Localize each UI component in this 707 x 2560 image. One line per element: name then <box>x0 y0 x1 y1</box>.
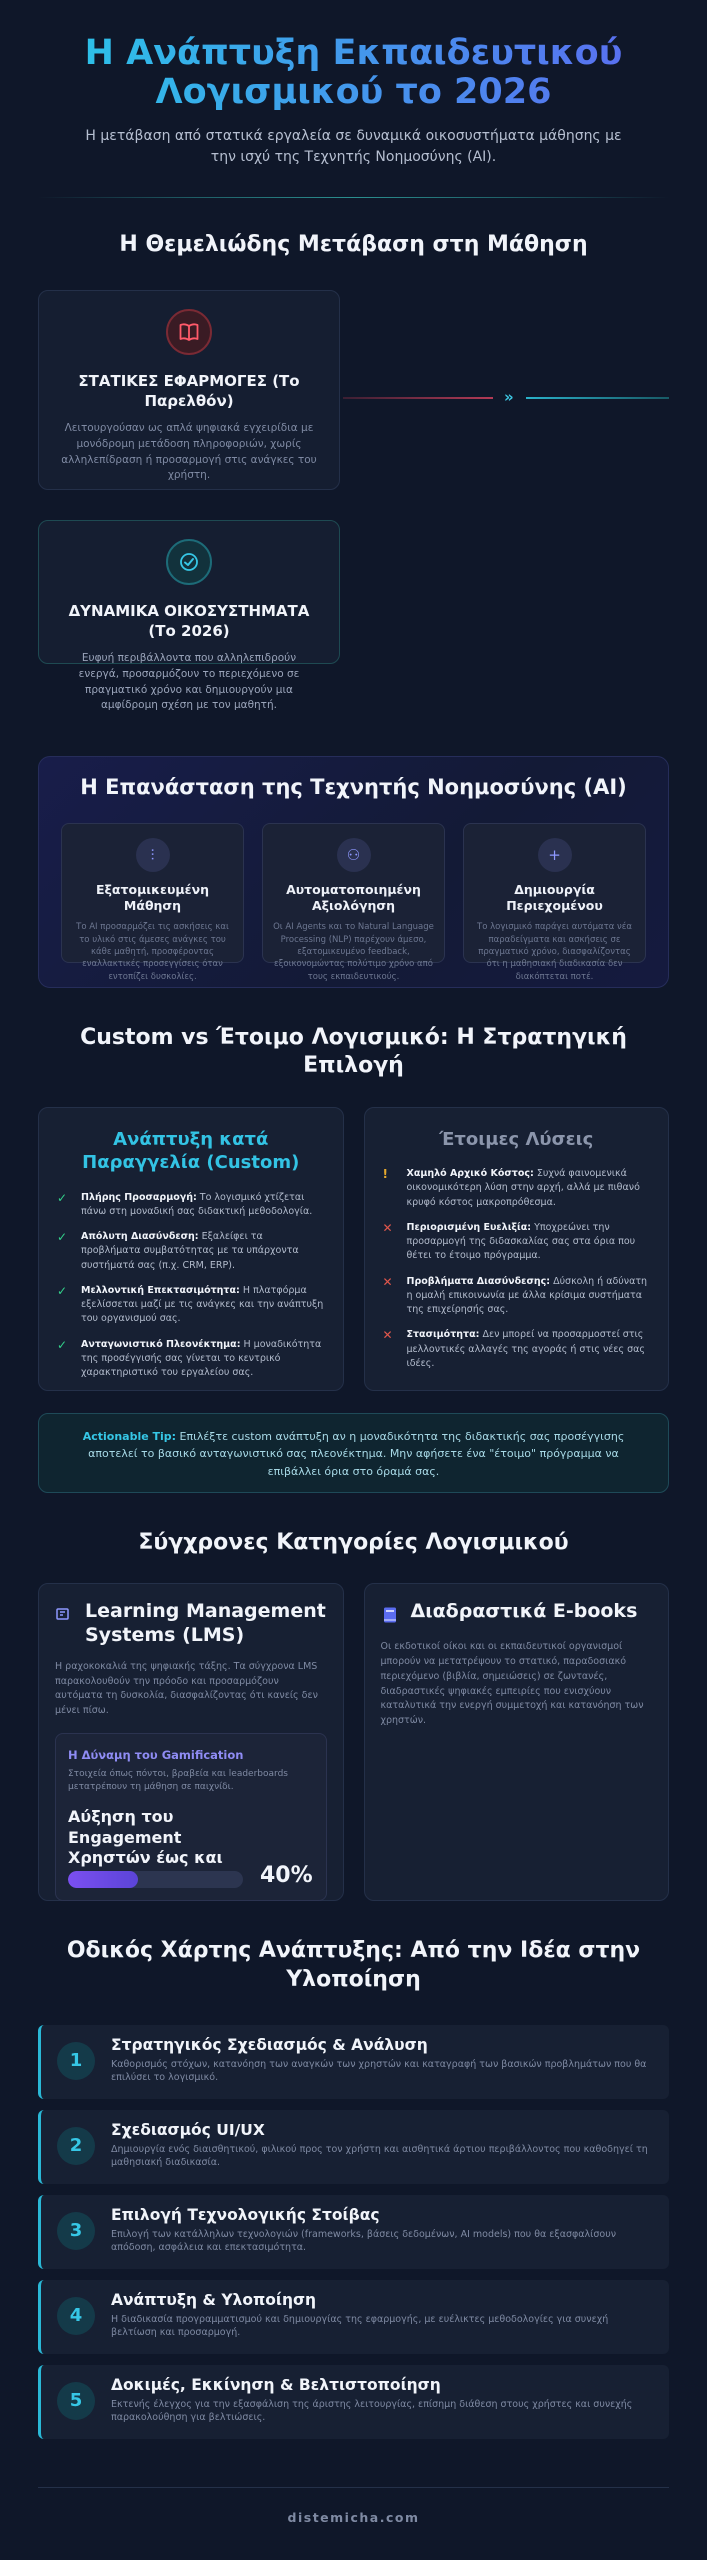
ai-card-title: Εξατομικευμένη Μάθηση <box>96 881 209 914</box>
comparison-item-desc: Συχνά φαινομενικά οικονομικότερη λύση στην αρχή, αλλά με πιθανό κρυφό κόστος μακροπρόθεσμα. <box>406 1168 640 1208</box>
check-icon: ✓ <box>57 1190 68 1205</box>
check-icon: ✓ <box>57 1337 68 1352</box>
dynamic-card-text: Ευφυή περιβάλλοντα που αλληλεπιδρούν ενεργά, προσαρμόζουν το περιεχόμενο σε πραγματικό χρόνο και δημιουργούν μια αμφίδρομη σχέση με τον μαθητή. <box>78 652 300 712</box>
tip-label: Actionable Tip: <box>82 1429 177 1443</box>
cross-icon: ✕ <box>382 1328 393 1343</box>
comparison-item-label: Περιορισμένη Ευελιξία: <box>406 1221 532 1233</box>
ai-card-content <box>463 823 646 982</box>
cross-icon: ✕ <box>382 1220 393 1235</box>
static-card-title: ΣΤΑΤΙΚΕΣ ΕΦΑΡΜΟΓΕΣ (Το Παρελθόν) <box>78 371 300 410</box>
comparison-item-desc: Η πλατφόρμα εξελίσσεται μαζί με τις ανάγκες και την ανάπτυξη του οργανισμού σας. <box>81 1284 324 1325</box>
custom-card-title: Ανάπτυξη κατά Παραγγελία (Custom) <box>82 1128 300 1174</box>
roadmap-section <box>38 1937 669 2438</box>
step-number: 3 <box>57 2212 95 2250</box>
book-icon <box>166 309 212 355</box>
comparison-item-text <box>407 1328 651 1371</box>
roadmap-title: Οδικός Χάρτης Ανάπτυξης: Από την Ιδέα στην Υλοποίηση <box>66 1938 641 1992</box>
ebooks-title: Διαδραστικά E-books <box>410 1600 638 1623</box>
actionable-tip <box>38 1413 669 1493</box>
hero <box>38 0 669 198</box>
step-number: 1 <box>57 2042 95 2080</box>
comparison-item-text <box>407 1275 651 1318</box>
dynamic-card-title: ΔΥΝΑΜΙΚΑ ΟΙΚΟΣΥΣΤΗΜΑΤΑ (Το 2026) <box>68 601 310 640</box>
warning-icon: ! <box>382 1167 388 1182</box>
ai-card-text: Το λογισμικό παράγει αυτόματα νέα παραδείγματα και ασκήσεις σε πραγματικό χρόνο, διασφαλίζοντας ότι η μαθησιακή διαδικασία δεν διακόπτεται ποτέ. <box>477 922 632 982</box>
comparison-item-desc: Εξαλείφει τα προβλήματα συμβατότητας με τα υπάρχοντα συστήματά σας (π.χ. CRM, ERP). <box>81 1231 299 1271</box>
layers-icon <box>55 1606 75 1626</box>
step-number: 2 <box>57 2127 95 2165</box>
step-title: Στρατηγικός Σχεδιασμός & Ανάλυση <box>111 2035 428 2054</box>
double-chevron-icon: » <box>504 387 514 406</box>
footer-divider <box>38 2487 669 2488</box>
hero-divider <box>38 197 669 198</box>
lms-title: Learning Management Systems (LMS) <box>85 1600 326 1647</box>
ebooks-card <box>364 1583 670 1901</box>
page-subtitle: Η μετάβαση από στατικά εργαλεία σε δυναμικά οικοσυστήματα μάθησης με την ισχύ της Τεχνητής Νοημοσύνης (AI). <box>85 128 622 165</box>
comparison-item-text <box>407 1167 651 1210</box>
transition-section <box>38 231 669 710</box>
gamification-text: Στοιχεία όπως πόντοι, βραβεία και leaderboards μετατρέπουν τη μάθηση σε παιχνίδι. <box>68 1768 288 1793</box>
comparison-item-label: Ανταγωνιστικό Πλεονέκτημα: <box>81 1338 241 1350</box>
comparison-item <box>383 1221 651 1264</box>
step-title: Δοκιμές, Εκκίνηση & Βελτιστοποίηση <box>111 2375 441 2394</box>
comparison-item <box>57 1284 325 1327</box>
roadmap-step <box>38 2195 669 2269</box>
ai-card-title: Δημιουργία Περιεχομένου <box>506 881 603 914</box>
categories-title: Σύγχρονες Κατηγορίες Λογισμικού <box>138 1529 569 1555</box>
roadmap-step <box>38 2025 669 2099</box>
categories-section <box>38 1529 669 1902</box>
book-icon <box>381 1606 401 1628</box>
step-title: Σχεδιασμός UI/UX <box>111 2120 265 2139</box>
compare-section <box>38 1024 669 1493</box>
roadmap-steps <box>38 2025 669 2439</box>
robot-icon: ⚇ <box>337 838 371 872</box>
comparison-item-text <box>407 1221 651 1264</box>
lms-card <box>38 1583 344 1901</box>
comparison-item-label: Προβλήματα Διασύνδεσης: <box>406 1275 551 1287</box>
engagement-progress-fill <box>68 1871 138 1888</box>
page-title: Η Ανάπτυξη Εκπαιδευτικού Λογισμικού το 2026 <box>54 34 654 112</box>
comparison-item <box>57 1191 325 1220</box>
comparison-item-desc: Το λογισμικό χτίζεται πάνω στη μοναδική σας διδακτική μεθοδολογία. <box>81 1191 313 1217</box>
transition-arrow <box>343 387 669 406</box>
step-text: Επιλογή των κατάλληλων τεχνολογιών (frameworks, βάσεις δεδομένων, AI models) που θα εξασφαλίσουν απόδοση, ασφάλεια και επεκτασιμότητα. <box>111 2228 617 2254</box>
comparison-item-label: Απόλυτη Διασύνδεση: <box>81 1231 199 1243</box>
comparison-item-text <box>81 1338 325 1381</box>
step-title: Ανάπτυξη & Υλοποίηση <box>111 2290 317 2309</box>
comparison-item <box>57 1230 325 1273</box>
comparison-item <box>383 1328 651 1371</box>
step-text: Καθορισμός στόχων, κατανόηση των αναγκών των χρηστών και καταγραφή των βασικών προβλημάτων που θα επιλύσει το λογισμικό. <box>111 2058 647 2084</box>
comparison-item-label: Μελλοντική Επεκτασιμότητα: <box>81 1284 240 1296</box>
custom-benefits-list <box>57 1191 325 1381</box>
step-text: Δημιουργία ενός διαισθητικού, φιλικού προς τον χρήστη και αισθητικά άρτιου περιβάλλοντος που καθοδηγεί τη μαθησιακή διαδικασία. <box>111 2143 648 2169</box>
comparison-item-text <box>81 1230 325 1273</box>
ai-card-assessment <box>262 823 445 982</box>
engagement-percent: 40% <box>260 1863 313 1889</box>
engagement-progress-bar <box>68 1871 243 1888</box>
comparison-item-desc: Η μοναδικότητα της προσέγγισής σας γίνεται το κεντρικό χαρακτηριστικό του εργαλείου σας. <box>81 1338 322 1379</box>
tip-text: Επιλέξτε custom ανάπτυξη αν η μοναδικότητα της διδακτικής σας προσέγγισης αποτελεί το βασικό ανταγωνιστικό σας πλεονέκτημα. Μην αφήσετε ένα "έτοιμο" πρόγραμμα να επιβάλλει όρια στο όραμά σας. <box>88 1429 625 1478</box>
ebooks-text: Οι εκδοτικοί οίκοι και οι εκπαιδευτικοί οργανισμοί μπορούν να μετατρέψουν το στατικό, παραδοσιακό περιεχόμενο (βιβλία, σημειώσεις) σε ζωντανές, διαδραστικές ψηφιακές εμπειρίες που ενισχύουν καταλυτικά την ενεργή συμμετοχή και κατανόηση των χρηστών. <box>380 1641 644 1726</box>
ready-card <box>364 1107 670 1391</box>
dynamic-ecosystems-card <box>38 520 340 712</box>
static-card-text: Λειτουργούσαν ως απλά ψηφιακά εγχειρίδια με μονόδρομη μετάδοση πληροφοριών, χωρίς αλληλεπίδραση ή προσαρμογή στις ανάγκες του χρήστη. <box>61 422 317 482</box>
ai-card-title: Αυτοματοποιημένη Αξιολόγηση <box>286 881 421 914</box>
comparison-item <box>57 1338 325 1381</box>
cross-icon: ✕ <box>382 1274 393 1289</box>
step-number: 5 <box>57 2382 95 2420</box>
ready-drawbacks-list <box>383 1167 651 1371</box>
step-text: Εκτενής έλεγχος για την εξασφάλιση της άριστης λειτουργίας, επίσημη διάθεση στους χρήστες και συνεχής παρακολούθηση για βελτιώσεις. <box>111 2398 633 2424</box>
ai-card-text: Το AI προσαρμόζει τις ασκήσεις και το υλικό στις άμεσες ανάγκες του κάθε μαθητή, προσφέροντας εναλλακτικές προσεγγίσεις όταν εντοπίζει δυσκολίες. <box>76 922 229 982</box>
comparison-item-desc: Δύσκολη ή αδύνατη η ομαλή επικοινωνία με άλλα κρίσιμα συστήματα της επιχείρησής σας. <box>406 1275 648 1316</box>
footer-brand: distemicha.com <box>287 2509 420 2525</box>
custom-card <box>38 1107 344 1391</box>
roadmap-step <box>38 2110 669 2184</box>
comparison-item-text <box>81 1284 325 1327</box>
gamification-title: Η Δύναμη του Gamification <box>68 1747 244 1762</box>
check-badge-icon <box>166 539 212 585</box>
ai-card-text: Οι AI Agents και το Natural Language Processing (NLP) παρέχουν άμεσο, εξατομικευμένο feedback, εξοικονομώντας πολύτιμο χρόνο από τους εκπαιδευτικούς. <box>273 922 434 982</box>
transition-title: Η Θεμελιώδης Μετάβαση στη Μάθηση <box>119 231 588 257</box>
engagement-label: Αύξηση του Engagement Χρηστών έως και <box>68 1806 223 1868</box>
comparison-item-text <box>81 1191 325 1220</box>
roadmap-step <box>38 2280 669 2354</box>
comparison-item-label: Στασιμότητα: <box>406 1329 480 1341</box>
comparison-item <box>383 1167 651 1210</box>
ready-card-title: Έτοιμες Λύσεις <box>439 1128 594 1150</box>
static-apps-card <box>38 290 340 490</box>
comparison-item <box>383 1275 651 1318</box>
step-number: 4 <box>57 2297 95 2335</box>
comparison-item-label: Πλήρης Προσαρμογή: <box>81 1191 197 1203</box>
ai-section <box>38 756 669 988</box>
check-icon: ✓ <box>57 1230 68 1245</box>
comparison-item-desc: Δεν μπορεί να προσαρμοστεί στις μελλοντικές αλλαγές της αγοράς ή στις νέες σας ιδέες. <box>406 1329 645 1369</box>
comparison-item-label: Χαμηλό Αρχικό Κόστος: <box>406 1168 534 1180</box>
step-text: Η διαδικασία προγραμματισμού και δημιουργίας της εφαρμογής, με ευέλικτες μεθοδολογίες για συνεχή βελτίωση και προσαρμογή. <box>111 2313 609 2339</box>
sliders-icon: ⫶ <box>136 838 170 872</box>
compare-title: Custom vs Έτοιμο Λογισμικό: Η Στρατηγική Επιλογή <box>80 1024 627 1079</box>
ai-card-personalized <box>61 823 244 982</box>
lms-text: Η ραχοκοκαλιά της ψηφιακής τάξης. Τα σύγχρονα LMS παρακολουθούν την πρόοδο και προσαρμόζουν αυτόματα τη δυσκολία, διασφαλίζοντας ότι κανείς δεν μένει πίσω. <box>55 1660 318 1716</box>
plus-icon: + <box>538 838 572 872</box>
ai-title: Η Επανάσταση της Τεχνητής Νοημοσύνης (AI) <box>80 774 627 799</box>
roadmap-step <box>38 2365 669 2439</box>
gamification-box <box>55 1733 327 1901</box>
comparison-item-desc: Υποχρεώνει την προσαρμογή της διδασκαλίας σας στα όρια που θέτει το έτοιμο πρόγραμμα. <box>406 1221 636 1262</box>
step-title: Επιλογή Τεχνολογικής Στοίβας <box>111 2205 380 2224</box>
check-icon: ✓ <box>57 1283 68 1298</box>
